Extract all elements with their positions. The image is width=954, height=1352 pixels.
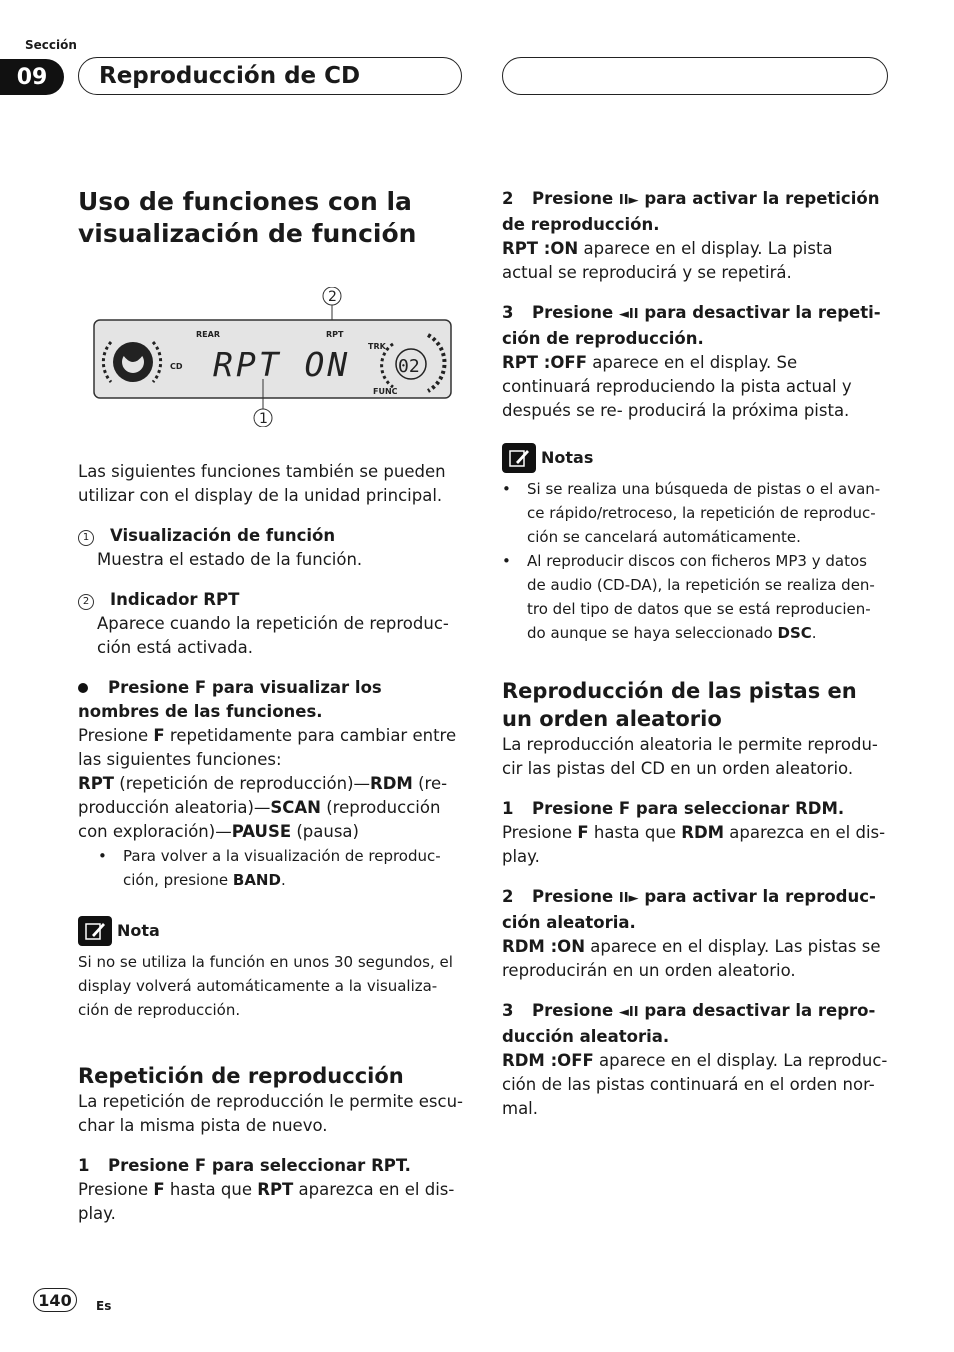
legend-1-title: Visualización de función bbox=[110, 526, 336, 545]
r3-b: para desactivar la repro- ducción aleatoria. bbox=[502, 1001, 876, 1046]
repeat-step-2-number: 2 bbox=[502, 189, 514, 208]
left-column-body bbox=[78, 460, 464, 1226]
legend-2-title: Indicador RPT bbox=[110, 590, 240, 609]
notes-pencil-icon bbox=[502, 443, 536, 473]
nb2-c: . bbox=[811, 624, 817, 642]
rs1-a: Presione bbox=[78, 1180, 154, 1199]
lcd-label-rear: REAR bbox=[196, 330, 220, 339]
random-step-3-title bbox=[502, 999, 888, 1049]
rs3-b: para desactivar la repeti- ción de reproducción. bbox=[502, 303, 881, 348]
random-intro: La reproducción aleatoria le permite reprodu- cir las pistas del CD en un orden aleatorio. bbox=[502, 735, 878, 778]
note-bullet-2 bbox=[502, 549, 888, 645]
random-step-2-body bbox=[502, 935, 888, 983]
nb2-dsc: DSC bbox=[777, 624, 812, 642]
r1-key: F bbox=[577, 823, 589, 842]
step-body-a: Presione bbox=[78, 726, 154, 745]
seq-rpt-desc: (repetición de reproducción)— bbox=[114, 774, 371, 793]
legend-1-number: 1 bbox=[78, 530, 94, 546]
sub-bullet-a: Para volver a la visualización de reproduc- ción, presione bbox=[123, 847, 441, 889]
note-heading bbox=[78, 916, 464, 946]
random-step-3-body bbox=[502, 1049, 888, 1121]
note-bullet-2-dot: • bbox=[502, 552, 511, 570]
rs1-key: F bbox=[153, 1180, 165, 1199]
lcd-function-text: RPT ON bbox=[213, 345, 351, 384]
header-empty-pill bbox=[502, 57, 888, 95]
sub-bullet-text bbox=[123, 844, 464, 892]
r2-a: Presione bbox=[532, 887, 619, 906]
lcd-track-number: 02 bbox=[398, 356, 420, 377]
random-step-1-body bbox=[502, 821, 888, 869]
nb2-a: Al reproducir discos con ficheros MP3 y datos de audio (CD-DA), la repetición se realiza den- tro del tipo de datos que se está reproducien- do aunque se haya seleccionado bbox=[527, 552, 875, 642]
random-step-1-text: Presione F para seleccionar RDM. bbox=[532, 799, 845, 818]
notes-title: Notas bbox=[541, 448, 594, 467]
rs3-text: aparece en el display. Se continuará reproduciendo la pista actual y después se re- producirá la próxima pista. bbox=[502, 353, 852, 420]
rs1-rpt: RPT bbox=[257, 1180, 294, 1199]
rpt-off-code: RPT :OFF bbox=[502, 353, 587, 372]
lcd-label-func: FUNC bbox=[373, 387, 398, 396]
r3-a: Presione bbox=[532, 1001, 619, 1020]
repeat-step-3-title bbox=[502, 301, 888, 351]
legend-1-desc: Muestra el estado de la función. bbox=[97, 550, 363, 569]
note-bullet-1 bbox=[502, 477, 888, 549]
function-sequence bbox=[78, 772, 464, 844]
random-step-2-title bbox=[502, 885, 888, 935]
repeat-step-2-title bbox=[502, 187, 888, 237]
step-body-c: repetidamente para cambiar entre las siguientes funciones: bbox=[78, 726, 457, 769]
r1-a: Presione bbox=[502, 823, 578, 842]
callout-2-number: 2 bbox=[328, 289, 337, 305]
legend-item-2 bbox=[78, 588, 464, 612]
display-illustration bbox=[93, 287, 453, 427]
note-text: Si no se utiliza la función en unos 30 segundos, el display volverá automáticamente a la visualiza- ción de reproducción. bbox=[78, 953, 453, 1019]
sub-bullet bbox=[78, 844, 464, 892]
random-step-2-number: 2 bbox=[502, 887, 514, 906]
note-bullet-1-text: Si se realiza una búsqueda de pistas o el avan- ce rápido/retroceso, la repetición de reproduc- ción se cancelará automáticamente. bbox=[527, 480, 881, 546]
note-title: Nota bbox=[117, 921, 160, 940]
section-number-badge: 09 bbox=[0, 59, 64, 95]
r1-c: hasta que bbox=[588, 823, 682, 842]
legend-2-desc: Aparece cuando la repetición de reproduc- ción está activada. bbox=[97, 614, 449, 657]
random-section-title: Reproducción de las pistas en un orden aleatorio bbox=[502, 679, 857, 731]
rpt-on-code: RPT :ON bbox=[502, 239, 579, 258]
seq-scan: SCAN bbox=[270, 798, 321, 817]
step-bullet-body bbox=[78, 724, 464, 772]
step-bullet-text: Presione F para visualizar los nombres de las funciones. bbox=[78, 678, 382, 721]
chapter-title-text: Reproducción de CD bbox=[99, 63, 361, 89]
r1-e: aparezca en el dis- play. bbox=[502, 823, 886, 866]
reverse-pause-icon: ◄II bbox=[618, 307, 639, 322]
r2-b: para activar la reproduc- ción aleatoria. bbox=[502, 887, 876, 932]
rs1-c: hasta que bbox=[164, 1180, 258, 1199]
section-label: Sección bbox=[25, 38, 77, 52]
rs3-a: Presione bbox=[532, 303, 619, 322]
repeat-intro: La repetición de reproducción le permite escu- char la misma pista de nuevo. bbox=[78, 1092, 463, 1135]
seq-rdm: RDM bbox=[370, 774, 413, 793]
random-step-1-title bbox=[502, 797, 888, 821]
intro-paragraph: Las siguientes funciones también se pueden utilizar con el display de la unidad principal. bbox=[78, 462, 446, 505]
reverse-pause-icon-2: ◄II bbox=[618, 1005, 639, 1020]
seq-rdm-desc: (re- producción aleatoria)— bbox=[78, 774, 448, 817]
sub-bullet-dot: • bbox=[98, 847, 107, 865]
sub-bullet-c: . bbox=[280, 871, 286, 889]
step-body-key: F bbox=[153, 726, 165, 745]
repeat-step-1-number: 1 bbox=[78, 1156, 90, 1175]
lcd-label-cd: CD bbox=[170, 362, 183, 371]
rs1-e: aparezca en el dis- play. bbox=[78, 1180, 455, 1223]
rdm-on-code: RDM :ON bbox=[502, 937, 585, 956]
random-step-1-number: 1 bbox=[502, 799, 514, 818]
sub-bullet-key: BAND bbox=[232, 871, 281, 889]
right-column bbox=[502, 187, 888, 1121]
note-pencil-icon bbox=[78, 916, 112, 946]
repeat-step-1-text: Presione F para seleccionar RPT. bbox=[108, 1156, 411, 1175]
page-number: 140 bbox=[33, 1288, 77, 1312]
seq-rpt: RPT bbox=[78, 774, 115, 793]
lcd-label-rpt: RPT bbox=[326, 330, 344, 339]
notes-heading bbox=[502, 443, 888, 473]
chapter-title bbox=[78, 57, 462, 95]
r1-rdm: RDM bbox=[681, 823, 725, 842]
play-pause-icon: II► bbox=[618, 193, 639, 208]
random-step-3-number: 3 bbox=[502, 1001, 514, 1020]
repeat-step-2-body bbox=[502, 237, 888, 285]
main-title: Uso de funciones con la visualización de función bbox=[78, 187, 417, 248]
left-column-top bbox=[78, 186, 464, 250]
rs2-b: para activar la repetición de reproducción. bbox=[502, 189, 880, 234]
repeat-step-1-body bbox=[78, 1178, 464, 1226]
play-pause-icon-2: II► bbox=[618, 891, 639, 906]
bullet-dot-icon bbox=[78, 683, 88, 693]
step-bullet-heading bbox=[78, 676, 464, 724]
lcd-label-trk: TRK bbox=[368, 342, 386, 351]
repeat-step-3-body bbox=[502, 351, 888, 423]
rs2-a: Presione bbox=[532, 189, 619, 208]
repeat-step-1-title bbox=[78, 1154, 464, 1178]
note-bullet-1-dot: • bbox=[502, 480, 511, 498]
rdm-off-code: RDM :OFF bbox=[502, 1051, 594, 1070]
r2-text: aparece en el display. Las pistas se reproducirán en un orden aleatorio. bbox=[502, 937, 881, 980]
seq-scan-desc: (reproducción con exploración)— bbox=[78, 798, 441, 841]
seq-pause: PAUSE bbox=[231, 822, 292, 841]
note-bullet-2-text bbox=[527, 549, 888, 645]
callout-1-number: 1 bbox=[259, 411, 268, 427]
seq-pause-desc: (pausa) bbox=[291, 822, 359, 841]
repeat-step-3-number: 3 bbox=[502, 303, 514, 322]
r3-text: aparece en el display. La reproduc- ción de las pistas continuará en el orden nor- mal. bbox=[502, 1051, 888, 1118]
repeat-section-title: Repetición de reproducción bbox=[78, 1064, 404, 1088]
language-code: Es bbox=[96, 1299, 112, 1313]
legend-2-number: 2 bbox=[78, 594, 94, 610]
legend-item-1 bbox=[78, 524, 464, 548]
rs2-text: aparece en el display. La pista actual se reproducirá y se repetirá. bbox=[502, 239, 833, 282]
